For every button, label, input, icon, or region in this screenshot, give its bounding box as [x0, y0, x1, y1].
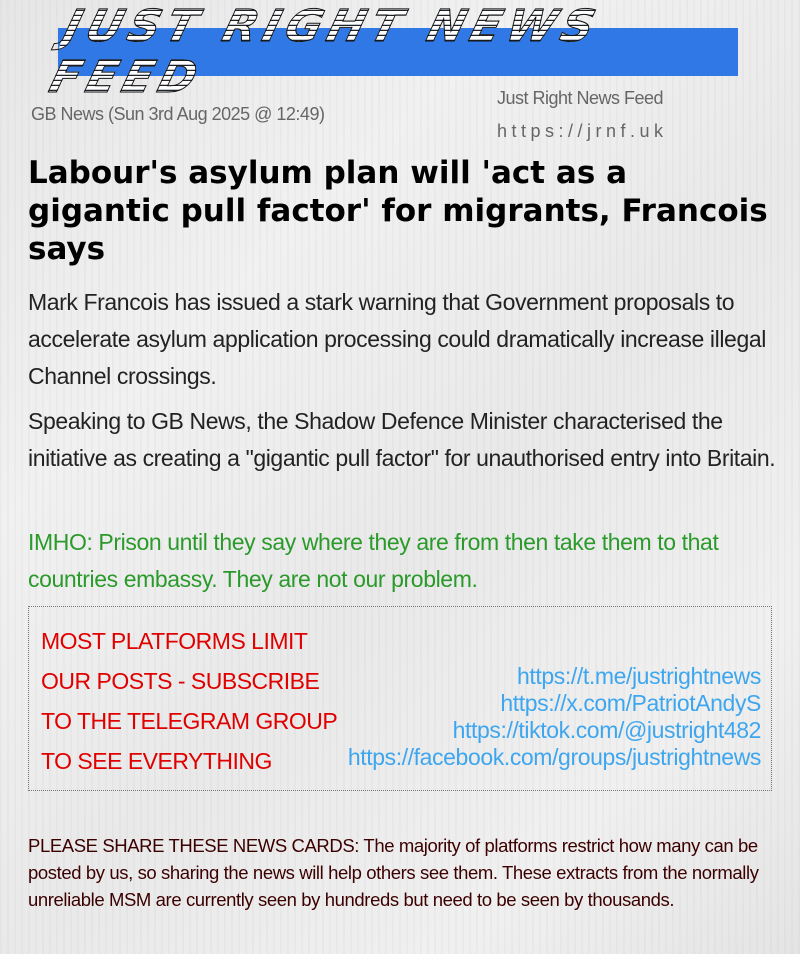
subscribe-line: MOST PLATFORMS LIMIT [41, 628, 308, 654]
banner-logo-text: JUST RIGHT NEWS FEED [44, 1, 751, 103]
share-notice: PLEASE SHARE THESE NEWS CARDS: The majority of platforms restrict how many can be posted by us, so sharing the news will help others see them. These extracts from the normally unreliable MSM are currently seen by hundreds but need to be seen by thousands. [28, 835, 759, 910]
brand-url: https://jrnf.uk [497, 121, 668, 141]
subscribe-message [41, 621, 337, 781]
article-title: Labour's asylum plan will 'act as a gigantic pull factor' for migrants, Francois says [28, 155, 768, 267]
facebook-link[interactable]: https://facebook.com/groups/justrightnews [347, 744, 761, 770]
promo-box [28, 606, 772, 791]
article-paragraph: Mark Francois has issued a stark warning that Government proposals to accelerate asylum application processing could dramatically increase illegal Channel crossings. [28, 289, 766, 389]
social-links [348, 663, 761, 771]
subscribe-line: TO THE TELEGRAM GROUP [41, 708, 338, 734]
opinion-text: IMHO: Prison until they say where they are from then take them to that countries embassy. They are not our problem. [28, 529, 719, 592]
subscribe-line: TO SEE EVERYTHING [41, 748, 272, 774]
telegram-link[interactable]: https://t.me/justrightnews [517, 663, 761, 689]
tiktok-link[interactable]: https://tiktok.com/@justright482 [452, 717, 761, 743]
brand-name: Just Right News Feed [497, 88, 664, 108]
subscribe-line: OUR POSTS - SUBSCRIBE [41, 668, 320, 694]
site-banner [44, 1, 738, 103]
article-source: GB News (Sun 3rd Aug 2025 @ 12:49) [31, 104, 325, 124]
article-paragraph: Speaking to GB News, the Shadow Defence Minister characterised the initiative as creating a "gigantic pull factor" for unauthorised entry into Britain. [28, 408, 776, 471]
x-link[interactable]: https://x.com/PatriotAndyS [500, 690, 761, 716]
